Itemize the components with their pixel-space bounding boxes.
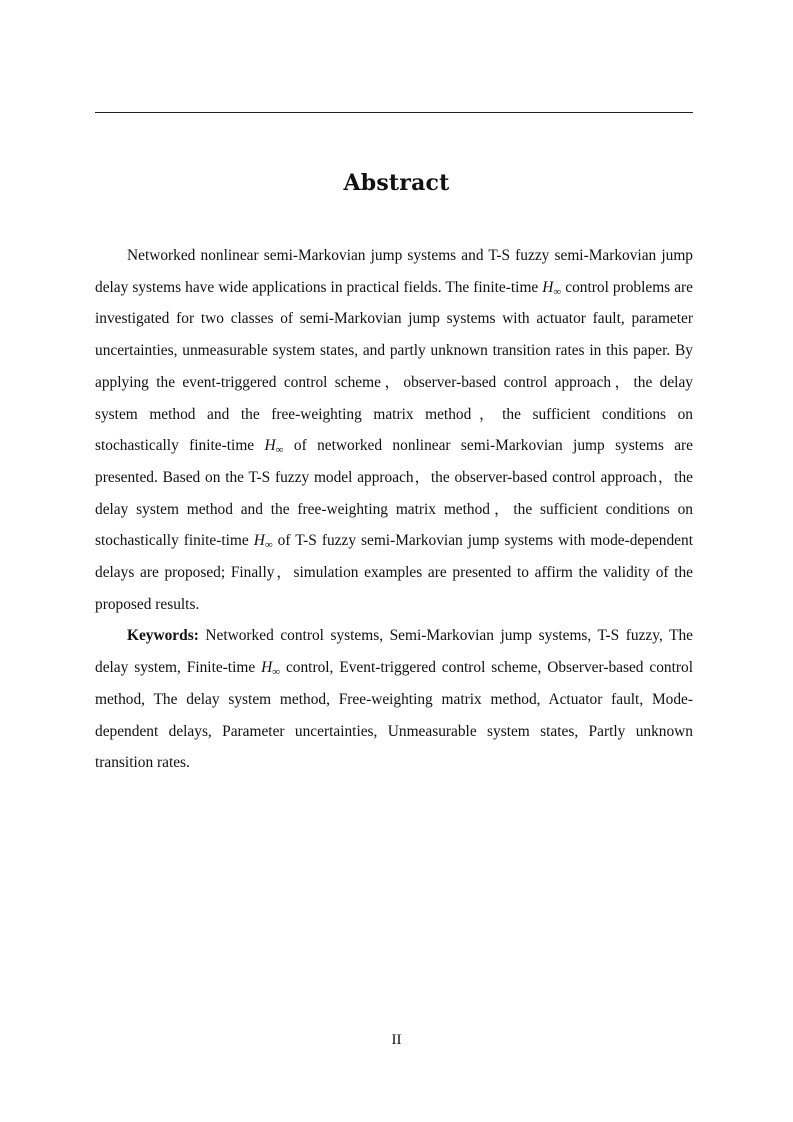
h-infinity-symbol: $H_\infty$ — [261, 659, 281, 679]
abstract-paragraph — [95, 240, 693, 620]
header-rule — [95, 112, 693, 113]
page-title: Abstract — [343, 170, 450, 196]
keywords-paragraph — [95, 620, 693, 779]
abstract-text-2: control problems are investigated for two classes of semi-Markovian jump systems with actuator fault, parameter uncertainties, unmeasurable system states, and partly unknown transition rates in this paper. By applying the event-triggered control scheme，observer-based control approach，the delay system method and the free-weighting matrix method，the sufficient conditions on stochastically finite-time — [95, 278, 693, 455]
h-infinity-symbol: $H_\infty$ — [253, 532, 273, 552]
abstract-text-3: of networked nonlinear semi-Markovian jump systems are presented. Based on the T-S fuzzy model approach，the observer-based control approach，the delay system method and the free-weighting matrix method，the sufficient conditions on stochastically finite-time — [95, 437, 693, 550]
keywords-label: Keywords: — [127, 627, 199, 645]
abstract-text-1: Networked nonlinear semi-Markovian jump systems and T-S fuzzy semi-Markovian jump delay systems have wide applications in practical fields. The finite-time — [95, 247, 693, 296]
abstract-text-4: of T-S fuzzy semi-Markovian jump systems with mode-dependent delays are proposed; Finally，simulation examples are presented to affirm the validity of the proposed results. — [95, 532, 693, 613]
h-infinity-symbol: $H_\infty$ — [264, 437, 284, 457]
h-infinity-symbol: $H_\infty$ — [542, 278, 562, 298]
abstract-body — [95, 240, 693, 779]
page-number: II — [391, 1032, 402, 1048]
keywords-text-2: control, Event-triggered control scheme, Observer-based control method, The delay system method, Free-weighting matrix method, Actuator fault, Mode-dependent delays, Parameter uncertainties, Unmeasurable system states, Partly unknown transition rates. — [95, 659, 693, 772]
keywords-text-1: Networked control systems, Semi-Markovian jump systems, T-S fuzzy, The delay system, Finite-time — [95, 627, 693, 677]
